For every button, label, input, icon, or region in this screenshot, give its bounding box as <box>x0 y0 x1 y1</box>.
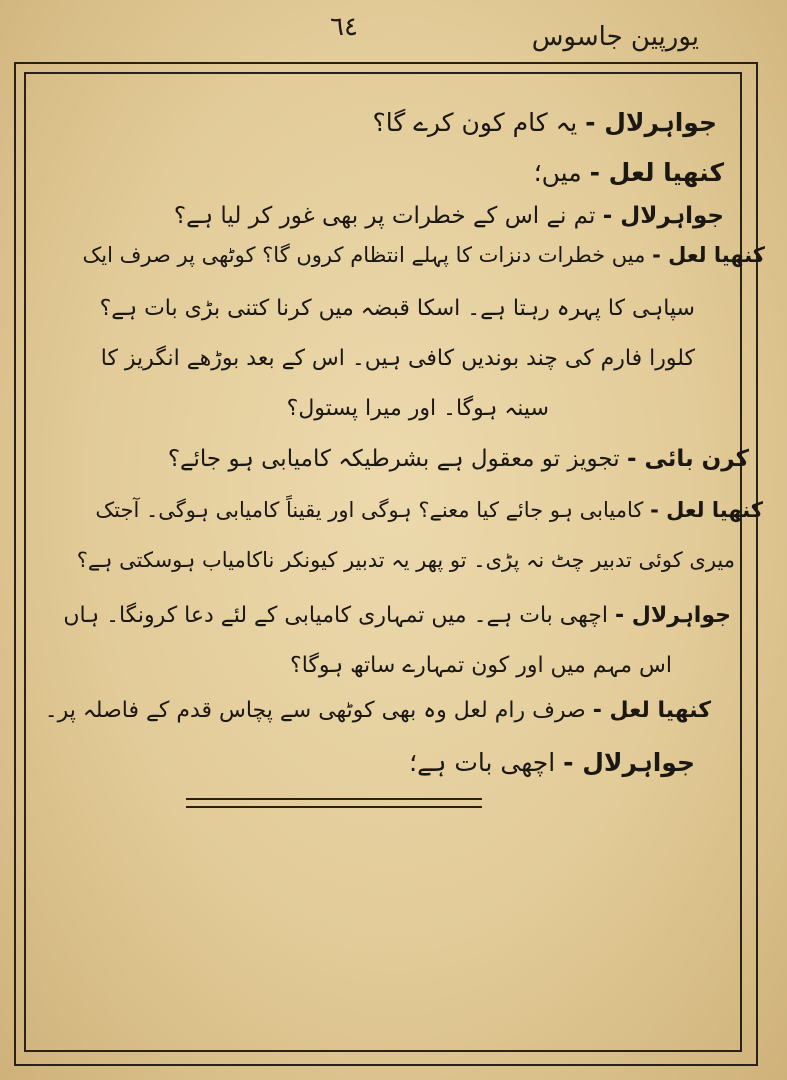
end-rule-top <box>186 798 482 800</box>
speaker-name: کنھیا لعل - <box>652 243 765 267</box>
dialogue-text: کلورا فارم کی چند بوندیں کافی ہیں۔ اس کے بعد بوڑھے انگریز کا <box>100 346 695 371</box>
dialogue-line <box>77 550 735 571</box>
dialogue-line <box>63 605 731 627</box>
dialogue-text: میں خطرات دنزات کا پہلے انتظام کروں گا؟ کوٹھی پر صرف ایک <box>82 243 653 267</box>
dialogue-line <box>287 398 549 420</box>
dialogue-line <box>534 160 724 185</box>
dialogue-line <box>95 500 763 521</box>
speaker-name: جواہرلال - <box>585 108 717 137</box>
page-number: ٦٤ <box>330 12 358 42</box>
speaker-name: کنھیا لعل - <box>650 498 763 522</box>
dialogue-line <box>101 348 695 370</box>
dialogue-text: میں؛ <box>533 158 590 187</box>
dialogue-text: یہ کام کون کرے گا؟ <box>372 108 586 137</box>
speaker-name: جواہرلال - <box>563 748 695 777</box>
dialogue-text: تم نے اس کے خطرات پر بھی غور کر لیا ہے؟ <box>173 203 603 229</box>
dialogue-line <box>45 700 711 722</box>
page-header <box>0 8 787 58</box>
dialogue-line <box>372 110 717 135</box>
dialogue-text: سپاہی کا پہرہ رہتا ہے۔ اسکا قبضہ میں کرنا کتنی بڑی بات ہے؟ <box>99 296 695 321</box>
dialogue-text: اچھی بات ہے؛ <box>409 748 564 777</box>
dialogue-text: میری کوئی تدبیر چٹ نہ پڑی۔ تو پھر یہ تدبیر کیونکر ناکامیاب ہوسکتی ہے؟ <box>76 548 735 572</box>
speaker-name: کنھیا لعل - <box>589 158 724 187</box>
dialogue-text: سینہ ہوگا۔ اور میرا پستول؟ <box>286 396 549 421</box>
dialogue-line <box>168 448 749 471</box>
speaker-name: جواہرلال - <box>602 203 724 229</box>
dialogue-line <box>82 245 765 266</box>
speaker-name: کرن بائی - <box>626 446 749 472</box>
speaker-name: جواہرلال - <box>614 603 731 628</box>
dialogue-line <box>409 750 695 775</box>
dialogue-line <box>290 655 672 677</box>
running-title: یورپین جاسوس <box>531 22 699 52</box>
dialogue-text: صرف رام لعل وہ بھی کوٹھی سے پچاس قدم کے فاصلہ پر۔ <box>44 698 593 723</box>
dialogue-text: کامیابی ہو جائے کیا معنے؟ ہوگی اور یقیناً کامیابی ہوگی۔ آجتک <box>95 498 651 522</box>
dialogue-text: اس مہم میں اور کون تمہارے ساتھ ہوگا؟ <box>290 653 672 678</box>
dialogue-line <box>174 205 724 228</box>
end-rule-bottom <box>186 806 482 808</box>
speaker-name: کنھیا لعل - <box>592 698 711 723</box>
dialogue-text: تجویز تو معقول ہے بشرطیکہ کامیابی ہو جائے؟ <box>167 446 627 472</box>
dialogue-text: اچھی بات ہے۔ میں تمہاری کامیابی کے لئے دعا کرونگا۔ ہاں <box>63 603 615 628</box>
dialogue-line <box>100 298 695 320</box>
